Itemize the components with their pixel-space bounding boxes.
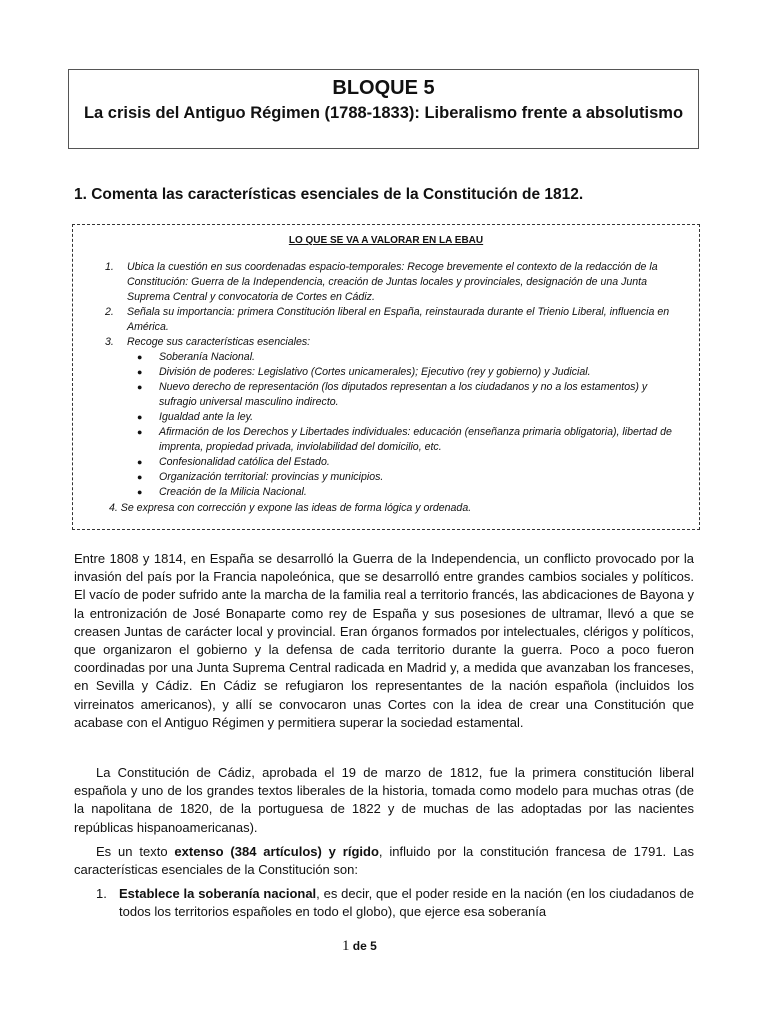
bullet-item xyxy=(73,350,699,365)
page-current: 1 xyxy=(342,938,350,954)
bullet-item xyxy=(73,425,699,455)
evaluation-item-text: Señala su importancia: primera Constitución liberal en España, reinstaurada durante el Trienio Liberal, influencia en América. xyxy=(127,306,670,333)
bullet-icon: ● xyxy=(137,487,143,497)
bullet-icon: ● xyxy=(137,427,143,437)
bullet-icon: ● xyxy=(137,457,143,467)
evaluation-final-item: 4. Se expresa con corrección y expone las ideas de forma lógica y ordenada. xyxy=(109,502,472,514)
bullet-icon: ● xyxy=(137,412,143,422)
bullet-item xyxy=(73,365,699,380)
numbered-item-body: , es decir, que el poder reside en la nación (en los ciudadanos de todos los territorios españoles en todo el globo), que ejerce esa soberanía xyxy=(119,886,694,920)
title-box xyxy=(68,69,699,149)
evaluation-item xyxy=(73,260,699,305)
paragraph-context: Entre 1808 y 1814, en España se desarrolló la Guerra de la Independencia, un conflicto provocado por la invasión del país por la Francia napoleónica, que se desarrolló entre grandes cambios sociales y políticos. El vacío de poder sufrido ante la marcha de la familia real a territorio francés, las abdicaciones de Bayona y la entronización de José Bonaparte como rey de España y sus posesiones de ultramar, llevó a que se creasen Juntas de carácter local y provincial. Eran órganos formados por intelectuales, clérigos y políticos, que organizaron el gobierno y la defensa de cada territorio durante la guerra. Poco a poco fueron coordinadas por una Junta Suprema Central radicada en Madrid y, a medida que avanzaban los franceses, en Sevilla y Cádiz. En Cádiz se refugiaron los representantes de la nación española (incluidos los virreinatos americanos), y allí se convocaron unas Cortes con la idea de crear una Constitución que acabase con el Antiguo Régimen y permitiera superar la sociedad estamental. xyxy=(74,551,694,730)
bloque-title: BLOQUE 5 xyxy=(332,77,435,99)
paragraph-importance: La Constitución de Cádiz, aprobada el 19 de marzo de 1812, fue la primera constitución liberal española y uno de los grandes textos liberales de la historia, tomada como modelo para muchas otras (de la napolitana de 1820, de la portuguesa de 1822 y de muchas de las adoptadas por las nacientes repúblicas hispanoamericanas). xyxy=(74,765,694,835)
bullet-text: Nuevo derecho de representación (los diputados representan a los ciudadanos y no a los estamentos) y sufragio universal masculino indirecto. xyxy=(159,381,648,408)
bullet-item xyxy=(73,380,699,410)
numbered-item-bold: Establece la soberanía nacional xyxy=(119,886,317,901)
bullet-text: Igualdad ante la ley. xyxy=(159,411,254,423)
bullet-icon: ● xyxy=(137,367,143,377)
bullet-text: Confesionalidad católica del Estado. xyxy=(159,456,330,468)
bullet-text: Soberanía Nacional. xyxy=(159,351,255,363)
bullet-icon: ● xyxy=(137,352,143,362)
evaluation-item-text: Recoge sus características esenciales: xyxy=(127,336,311,348)
paragraph-bold-text: extenso (384 artículos) y rígido xyxy=(174,844,379,859)
evaluation-item-number: 1. xyxy=(105,261,114,273)
evaluation-item xyxy=(73,335,699,350)
evaluation-title: LO QUE SE VA A VALORAR EN LA EBAU xyxy=(288,235,484,246)
question-heading: 1. Comenta las características esenciales de la Constitución de 1812. xyxy=(74,186,584,203)
paragraph-text: Es un texto xyxy=(96,844,175,859)
evaluation-item-number: 2. xyxy=(105,306,114,318)
evaluation-item xyxy=(73,305,699,335)
numbered-item xyxy=(96,885,694,921)
characteristics-bullets xyxy=(73,350,699,500)
bullet-icon: ● xyxy=(137,472,143,482)
evaluation-box xyxy=(72,224,700,530)
bullet-text: Creación de la Milicia Nacional. xyxy=(159,486,307,498)
page-total: de 5 xyxy=(352,939,377,953)
page-number xyxy=(342,938,377,955)
bullet-icon: ● xyxy=(137,382,143,392)
bullet-item xyxy=(73,410,699,425)
evaluation-list xyxy=(73,260,699,350)
bullet-text: Afirmación de los Derechos y Libertades individuales: educación (enseñanza primaria obligatoria), libertad de imprenta, propiedad privada, inviolabilidad del domicilio, etc. xyxy=(159,426,672,453)
bloque-subtitle: La crisis del Antiguo Régimen (1788-1833): Liberalismo frente a absolutismo xyxy=(83,104,684,122)
bullet-item xyxy=(73,485,699,500)
bullet-item xyxy=(73,455,699,470)
bullet-text: Organización territorial: provincias y municipios. xyxy=(159,471,384,483)
numbered-item-number: 1. xyxy=(96,886,107,901)
bullet-text: División de poderes: Legislativo (Cortes unicamerales); Ejecutivo (rey y gobierno) y Judicial. xyxy=(159,366,591,378)
paragraph-text: , influido por la constitución francesa de 1791. Las características esenciales de la Constitución son: xyxy=(74,844,694,878)
bullet-item xyxy=(73,470,699,485)
paragraph-characteristics-intro xyxy=(74,843,694,879)
numbered-item-text xyxy=(96,885,694,921)
evaluation-item-text: Ubica la cuestión en sus coordenadas espacio-temporales: Recoge brevemente el contexto de la redacción de la Constitución: Guerra de la Independencia, creación de Juntas locales y provinciales, designación de una Junta Suprema Central y convocatoria de Cortes en Cádiz. xyxy=(127,261,658,303)
evaluation-item-number: 3. xyxy=(105,336,114,348)
